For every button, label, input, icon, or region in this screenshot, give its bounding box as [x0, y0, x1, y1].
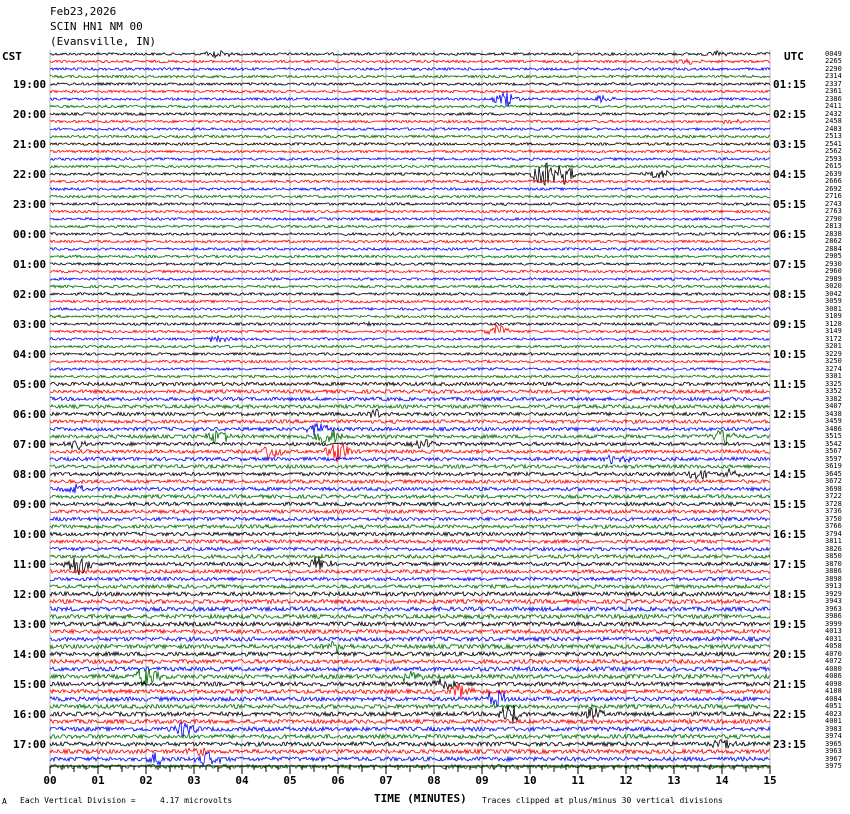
trace-count-label: 3999: [825, 619, 842, 628]
trace-count-label: 3407: [825, 402, 842, 410]
trace-count-label: 3382: [825, 394, 842, 403]
left-hour-label: 00:00: [13, 228, 47, 241]
trace-15: [50, 165, 770, 168]
trace-count-label: 3963: [825, 747, 842, 755]
trace-55: [50, 465, 770, 469]
left-hour-label: 20:00: [13, 108, 47, 121]
left-hour-label: 02:00: [13, 288, 47, 301]
x-tick-label: 01: [91, 774, 105, 787]
trace-count-label: 2386: [825, 94, 842, 103]
trace-count-label: 3811: [825, 537, 842, 545]
trace-92: [50, 740, 770, 749]
trace-23: [50, 225, 770, 228]
trace-9: [50, 119, 770, 123]
trace-count-label: 3722: [825, 492, 842, 500]
trace-count-label: 3886: [825, 567, 842, 575]
trace-count-label: 3567: [825, 447, 842, 455]
trace-41: [50, 360, 770, 363]
trace-75: [50, 614, 770, 618]
trace-58: [50, 484, 770, 493]
trace-36: [50, 322, 770, 326]
trace-22: [50, 218, 770, 221]
trace-20: [50, 203, 770, 206]
trace-count-label: 4051: [825, 702, 842, 710]
trace-count-label: 2432: [825, 109, 842, 118]
left-hour-label: 03:00: [13, 318, 47, 331]
x-axis: [43, 766, 776, 787]
trace-66: [50, 547, 770, 551]
trace-count-label: 3898: [825, 574, 842, 583]
left-hour-label: 21:00: [13, 138, 47, 151]
trace-32: [50, 293, 770, 296]
trace-27: [50, 255, 770, 258]
trace-count-label: 4098: [825, 679, 842, 688]
trace-84: [50, 678, 770, 689]
left-hour-label: 05:00: [13, 378, 47, 391]
right-hour-label: 18:15: [773, 588, 807, 601]
right-hour-label: 03:15: [773, 138, 807, 151]
trace-25: [50, 240, 770, 243]
right-hour-label: 20:15: [773, 648, 807, 661]
trace-count-label: 3438: [825, 409, 842, 418]
x-tick-label: 07: [379, 774, 393, 787]
trace-78: [50, 637, 770, 641]
left-hour-label: 15:00: [13, 678, 47, 691]
trace-count-label: 3965: [825, 739, 842, 748]
trace-79: [50, 641, 770, 653]
right-hour-label: 11:15: [773, 378, 807, 391]
trace-count-label: 3597: [825, 454, 842, 463]
trace-44: [50, 382, 770, 386]
trace-count-label: 2989: [825, 274, 842, 283]
trace-0: [50, 51, 770, 58]
trace-count-label: 2314: [825, 72, 842, 80]
trace-count-label: 3149: [825, 327, 842, 335]
trace-count-label: 2361: [825, 87, 842, 95]
x-tick-label: 09: [475, 774, 489, 787]
trace-count-label: 0049: [825, 49, 842, 58]
trace-count-label: 3983: [825, 724, 842, 733]
trace-count-label: 3619: [825, 462, 842, 470]
trace-count-label: 2930: [825, 259, 842, 268]
trace-count-label: 3042: [825, 289, 842, 298]
trace-count-label: 3515: [825, 432, 842, 440]
left-hour-label: 16:00: [13, 708, 47, 721]
x-tick-label: 05: [283, 774, 297, 787]
trace-67: [50, 555, 770, 559]
trace-count-label: 3645: [825, 469, 842, 478]
trace-90: [50, 723, 770, 737]
footer-scale-value: 4.17 microvolts: [160, 796, 233, 805]
trace-18: [50, 188, 770, 191]
trace-count-label: 2790: [825, 214, 842, 223]
chart-date: Feb23,2026: [50, 5, 117, 18]
trace-49: [50, 420, 770, 424]
trace-count-label: 4070: [825, 649, 842, 658]
trace-count-label: 3736: [825, 507, 842, 515]
trace-19: [50, 195, 770, 198]
trace-57: [50, 480, 770, 484]
right-hour-label: 12:15: [773, 408, 807, 421]
trace-count-label: 2716: [825, 192, 842, 200]
footer-clip-note: Traces clipped at plus/minus 30 vertical divisions: [482, 796, 723, 805]
trace-45: [50, 390, 770, 394]
trace-5: [50, 90, 770, 93]
trace-count-label: 3728: [825, 499, 842, 508]
right-hour-label: 02:15: [773, 108, 807, 121]
trace-65: [50, 540, 770, 544]
trace-6: [50, 92, 770, 107]
trace-80: [50, 652, 770, 656]
trace-count-label: 2743: [825, 199, 842, 208]
trace-34: [50, 308, 770, 311]
trace-42: [50, 368, 770, 371]
left-hour-label: 08:00: [13, 468, 47, 481]
trace-73: [50, 599, 770, 603]
trace-31: [50, 285, 770, 288]
trace-count-label: 3459: [825, 417, 842, 425]
x-tick-label: 08: [427, 774, 441, 787]
trace-count-label: 2763: [825, 207, 842, 215]
left-hour-label: 10:00: [13, 528, 47, 541]
x-tick-label: 10: [523, 774, 537, 787]
trace-count-label: 3967: [825, 754, 842, 763]
trace-count-label: 3766: [825, 522, 842, 530]
trace-3: [50, 75, 770, 78]
left-hour-label: 23:00: [13, 198, 47, 211]
left-hour-label: 09:00: [13, 498, 47, 511]
trace-48: [50, 409, 770, 418]
trace-count-label: 3975: [825, 762, 842, 770]
trace-count-label: 2960: [825, 267, 842, 275]
trace-count-label: 3794: [825, 529, 842, 538]
trace-count-label: 4031: [825, 634, 842, 643]
trace-37: [50, 325, 770, 334]
trace-count-label: 3081: [825, 304, 842, 313]
chart-station: SCIN HN1 NM 00: [50, 20, 143, 33]
trace-count-label: 2483: [825, 124, 842, 133]
trace-29: [50, 270, 770, 273]
trace-8: [50, 113, 770, 116]
trace-count-label: 4023: [825, 709, 842, 718]
trace-count-label: 2692: [825, 184, 842, 193]
trace-count-label: 2593: [825, 154, 842, 163]
trace-count-label: 2639: [825, 169, 842, 178]
right-hour-label: 05:15: [773, 198, 807, 211]
trace-count-label: 3974: [825, 732, 842, 740]
trace-4: [50, 83, 770, 86]
right-hour-label: 08:15: [773, 288, 807, 301]
trace-38: [50, 336, 770, 343]
right-hour-label: 15:15: [773, 498, 807, 511]
trace-count-label: 4058: [825, 642, 842, 650]
trace-count-label: 2905: [825, 252, 842, 260]
trace-count-label: 3672: [825, 477, 842, 485]
trace-count-label: 2838: [825, 229, 842, 238]
trace-74: [50, 607, 770, 611]
right-hour-label: 14:15: [773, 468, 807, 481]
trace-87: [50, 704, 770, 708]
trace-70: [50, 577, 770, 581]
right-hour-label: 09:15: [773, 318, 807, 331]
trace-count-label: 2265: [825, 57, 842, 65]
trace-count-label: 4086: [825, 672, 842, 680]
trace-17: [50, 180, 770, 183]
trace-47: [50, 405, 770, 409]
trace-24: [50, 233, 770, 236]
trace-60: [50, 502, 770, 506]
right-hour-label: 23:15: [773, 738, 807, 751]
left-hour-label: 12:00: [13, 588, 47, 601]
trace-71: [50, 585, 770, 589]
right-hour-label: 16:15: [773, 528, 807, 541]
trace-72: [50, 592, 770, 596]
trace-93: [50, 748, 770, 756]
trace-63: [50, 525, 770, 529]
left-hour-label: 19:00: [13, 78, 47, 91]
trace-count-label: 3963: [825, 604, 842, 613]
left-hour-label: 22:00: [13, 168, 47, 181]
trace-59: [50, 495, 770, 499]
trace-count-label: 2884: [825, 244, 842, 253]
trace-count-label: 3250: [825, 357, 842, 365]
trace-count-label: 3486: [825, 424, 842, 433]
trace-33: [50, 300, 770, 303]
right-hour-label: 01:15: [773, 78, 807, 91]
trace-count-label: 3913: [825, 582, 842, 590]
trace-69: [50, 570, 770, 574]
x-tick-label: 12: [619, 774, 633, 787]
x-tick-label: 13: [667, 774, 681, 787]
chart-location: (Evansville, IN): [50, 35, 156, 48]
trace-count-label: 2615: [825, 162, 842, 170]
trace-count-label: 2666: [825, 177, 842, 185]
trace-56: [50, 469, 770, 480]
x-tick-label: 02: [139, 774, 153, 787]
trace-64: [50, 532, 770, 536]
right-hour-label: 21:15: [773, 678, 807, 691]
trace-2: [50, 68, 770, 71]
trace-89: [50, 719, 770, 723]
trace-39: [50, 345, 770, 348]
left-hour-label: 04:00: [13, 348, 47, 361]
trace-count-label: 3943: [825, 597, 842, 605]
trace-62: [50, 517, 770, 521]
trace-12: [50, 143, 770, 146]
trace-count-label: 3325: [825, 379, 842, 388]
right-hour-label: 10:15: [773, 348, 807, 361]
trace-count-label: 2813: [825, 222, 842, 230]
right-hour-label: 17:15: [773, 558, 807, 571]
trace-1: [50, 59, 770, 64]
trace-11: [50, 135, 770, 138]
trace-52: [50, 440, 770, 450]
trace-count-label: 3229: [825, 349, 842, 358]
right-hour-label: 22:15: [773, 708, 807, 721]
trace-21: [50, 210, 770, 213]
left-hour-label: 01:00: [13, 258, 47, 271]
trace-61: [50, 510, 770, 514]
trace-76: [50, 622, 770, 626]
trace-91: [50, 734, 770, 738]
trace-count-label: 2541: [825, 139, 842, 148]
trace-count-label: 3352: [825, 387, 842, 395]
trace-count-label: 3929: [825, 589, 842, 598]
trace-count-label: 2562: [825, 147, 842, 155]
trace-count-label: 4072: [825, 657, 842, 665]
trace-54: [50, 455, 770, 464]
trace-count-label: 4084: [825, 694, 842, 703]
footer-mark: A: [2, 797, 7, 806]
x-tick-label: 11: [571, 774, 585, 787]
trace-count-label: 3826: [825, 544, 842, 553]
left-hour-label: 06:00: [13, 408, 47, 421]
trace-count-label: 3172: [825, 334, 842, 343]
trace-82: [50, 667, 770, 671]
trace-count-label: 3201: [825, 342, 842, 350]
trace-count-label: 2290: [825, 64, 842, 73]
left-hour-label: 13:00: [13, 618, 47, 631]
trace-35: [50, 315, 770, 318]
trace-count-label: 4080: [825, 664, 842, 673]
right-hour-label: 06:15: [773, 228, 807, 241]
trace-count-label: 2862: [825, 237, 842, 245]
trace-43: [50, 375, 770, 378]
left-hour-label: 11:00: [13, 558, 47, 571]
right-hour-label: 04:15: [773, 168, 807, 181]
trace-count-label: 4108: [825, 687, 842, 695]
trace-count-label: 2458: [825, 117, 842, 125]
trace-count-label: 3542: [825, 439, 842, 448]
trace-46: [50, 397, 770, 401]
left-hour-label: 17:00: [13, 738, 47, 751]
trace-count-label: 3870: [825, 559, 842, 568]
x-tick-label: 15: [763, 774, 777, 787]
x-tick-label: 04: [235, 774, 249, 787]
trace-count-label: 4013: [825, 627, 842, 635]
right-timezone: UTC: [784, 50, 804, 63]
trace-count-label: 4001: [825, 717, 842, 725]
trace-count-label: 2513: [825, 132, 842, 140]
trace-30: [50, 278, 770, 281]
trace-count-label: 3850: [825, 552, 842, 560]
trace-count-label: 3301: [825, 372, 842, 380]
trace-77: [50, 629, 770, 633]
left-hour-label: 14:00: [13, 648, 47, 661]
trace-40: [50, 353, 770, 356]
footer-scale: Each Vertical Division =: [20, 796, 136, 805]
trace-26: [50, 248, 770, 251]
trace-14: [50, 158, 770, 161]
left-timezone: CST: [2, 50, 22, 63]
trace-count-label: 3109: [825, 312, 842, 320]
trace-count-label: 3059: [825, 297, 842, 305]
trace-count-label: 3020: [825, 282, 842, 290]
x-tick-label: 00: [43, 774, 57, 787]
trace-10: [50, 128, 770, 131]
trace-7: [50, 105, 770, 108]
trace-count-label: 2337: [825, 79, 842, 88]
trace-28: [50, 263, 770, 266]
x-axis-title: TIME (MINUTES): [374, 792, 467, 805]
right-hour-label: 13:15: [773, 438, 807, 451]
trace-count-label: 3274: [825, 364, 842, 373]
trace-13: [50, 150, 770, 153]
right-hour-label: 19:15: [773, 618, 807, 631]
trace-count-label: 3750: [825, 514, 842, 523]
trace-50: [50, 423, 770, 435]
x-tick-label: 14: [715, 774, 729, 787]
right-hour-label: 07:15: [773, 258, 807, 271]
trace-count-label: 2411: [825, 102, 842, 110]
trace-count-label: 3698: [825, 484, 842, 493]
x-tick-label: 06: [331, 774, 345, 787]
x-tick-label: 03: [187, 774, 201, 787]
left-hour-label: 07:00: [13, 438, 47, 451]
trace-94: [50, 752, 770, 765]
trace-81: [50, 659, 770, 663]
trace-group: [50, 51, 770, 769]
trace-count-label: 3128: [825, 319, 842, 328]
trace-count-label: 3986: [825, 612, 842, 620]
